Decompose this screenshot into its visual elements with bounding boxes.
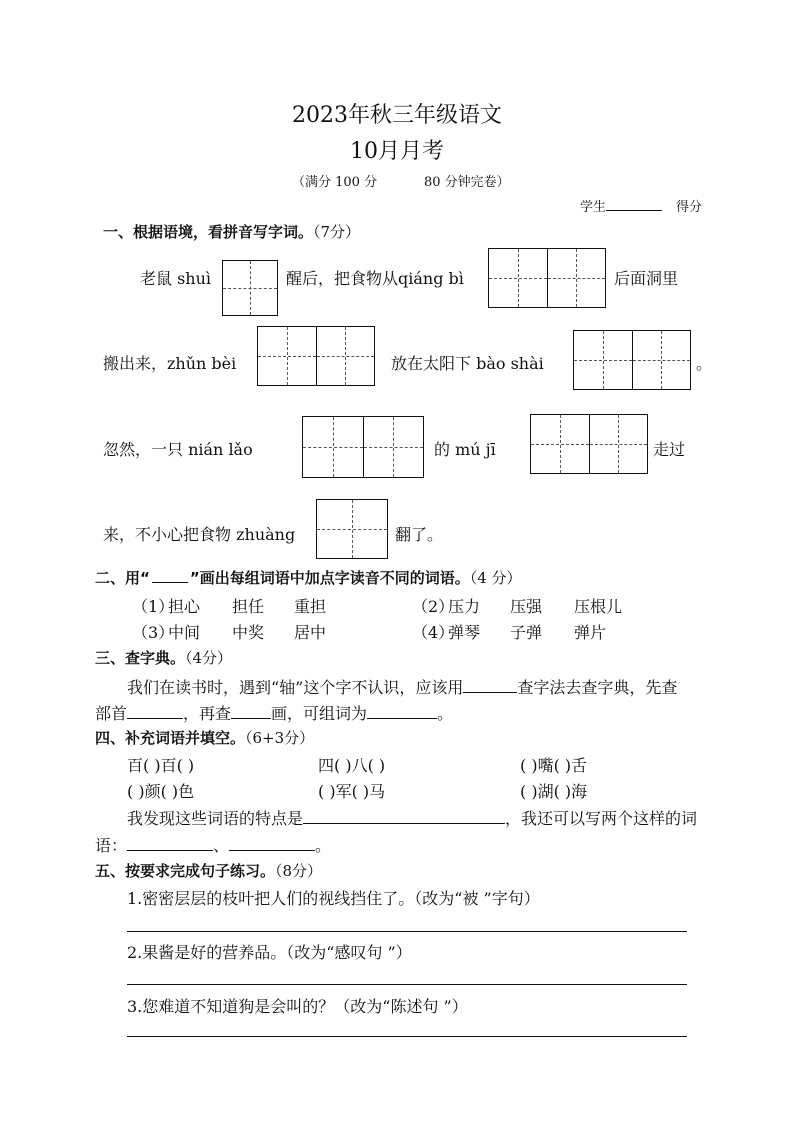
sentence-q2: 2.果酱是好的营养品。（改为“感叹句 ”） [127,943,412,962]
s3-text-2: 查字法去查字典，先查 [517,678,678,697]
group-1-word-1[interactable]: 担心 [168,597,201,616]
group-2-word-3[interactable]: 压根儿 [574,597,623,616]
s3-text-3: 部首 [95,704,128,723]
idiom-2[interactable]: 四( )八( ) [318,756,386,775]
group-1-word-3[interactable]: 重担 [294,597,327,616]
section5-points: （8分） [275,862,323,880]
group-4-word-1[interactable]: 弹琴 [448,623,481,642]
s4-text-2: ，我还可以写两个这样的词 [505,809,698,828]
s1-text-7: 忽然，一只 nián lǎo [103,440,253,459]
s4-text-3: 语： [95,836,128,855]
sentence-q3: 3.您难道不知道狗是会叫的？（改为“陈述句 ”） [127,997,468,1016]
section2-heading [95,567,522,588]
lookup-method-blank[interactable] [463,678,517,693]
stroke-count-blank[interactable] [231,704,271,719]
group-1-num: （1） [132,597,175,616]
page-title-line2: 10月月考 [350,139,444,164]
student-name-blank[interactable] [606,196,662,211]
section3-heading [95,647,232,668]
answer-line-1[interactable] [127,931,687,932]
idiom-3[interactable]: ( )嘴( )舌 [520,756,588,775]
section3-line2 [95,701,453,724]
group-4-word-2[interactable]: 子弹 [510,623,543,642]
s3-text-4: ，再查 [183,704,232,723]
score-label: 得分 [676,200,703,215]
student-field[interactable] [580,196,662,215]
group-3-word-2[interactable]: 中奖 [232,623,265,642]
answer-grid-nianlao[interactable] [302,416,424,478]
section4-line4 [95,833,331,856]
sentence-q1: 1.密密层层的枝叶把人们的视线挡住了。（改为“被 ”字句） [127,889,540,908]
example-word-2-blank[interactable] [229,836,315,851]
group-3-num: （3） [132,623,175,642]
page-title-line1: 2023年秋三年级语文 [292,103,502,128]
answer-grid-baoshai[interactable] [573,330,691,390]
idiom-6[interactable]: ( )湖( )海 [520,782,588,801]
section5-heading-text: 五、按要求完成句子练习。 [95,862,276,880]
section1-points: （7分） [313,223,361,241]
example-word-1-blank[interactable] [127,836,213,851]
answer-grid-zhunbei[interactable] [257,326,375,386]
answer-line-2[interactable] [127,984,687,985]
group-3-word-1[interactable]: 中间 [168,623,201,642]
s1-text-3: 后面洞里 [614,269,679,288]
group-4-word-3[interactable]: 弹片 [574,623,607,642]
section1-heading-text: 一、根据语境，看拼音写字词。 [103,223,314,241]
section2-heading-b: ”画出每组词语中加点字读音不同的词语。 [189,569,470,587]
word-blank[interactable] [367,704,437,719]
answer-grid-qiangbi[interactable] [488,248,606,308]
s1-text-1: 老鼠 shuì [140,269,212,288]
s1-text-8: 的 mú jī [434,440,496,459]
group-2-num: （2） [412,597,455,616]
s3-text-1: 我们在读书时，遇到“轴”这个字不认识，应该用 [127,678,464,697]
s1-text-6: 。 [696,354,713,373]
section3-heading-text: 三、查字典。 [95,649,186,667]
group-4-num: （4） [412,623,455,642]
section4-points: （6+3分） [245,729,315,747]
section2-points: （4 分） [469,569,522,587]
s1-text-4: 搬出来，zhǔn bèi [103,354,237,373]
section4-heading [95,727,314,748]
section4-line3 [127,806,697,829]
answer-line-3[interactable] [127,1036,687,1037]
feature-blank[interactable] [303,809,505,824]
section1-heading [103,221,360,242]
s1-text-11: 翻了。 [395,525,444,544]
section4-heading-text: 四、补充词语并填空。 [95,729,246,747]
group-2-word-2[interactable]: 压强 [510,597,543,616]
s4-text-5: 。 [315,836,332,855]
group-1-word-2[interactable]: 担任 [232,597,265,616]
idiom-4[interactable]: ( )颜( )色 [127,782,195,801]
section5-heading [95,860,322,881]
s1-text-2: 醒后，把食物从qiáng bì [286,269,464,288]
s3-text-5: 画，可组词为 [271,704,368,723]
section3-points: （4分） [185,649,233,667]
s4-text-1: 我发现这些词语的特点是 [127,809,304,828]
section3-line1 [127,675,677,698]
idiom-1[interactable]: 百( )百( ) [127,756,195,775]
group-3-word-3[interactable]: 居中 [294,623,327,642]
s3-text-6: 。 [437,704,454,723]
s4-text-4: 、 [213,836,230,855]
answer-grid-shui[interactable] [222,260,278,316]
answer-grid-zhuang[interactable] [316,499,388,559]
time-info: 80 分钟完卷） [424,175,510,190]
idiom-5[interactable]: ( )军( )马 [318,782,386,801]
student-label: 学生 [580,200,607,215]
s1-text-10: 来，不小心把食物 zhuàng [103,525,296,544]
section2-heading-a: 二、用“ [95,569,150,587]
s1-text-5: 放在太阳下 bào shài [391,354,544,373]
full-score-info: （满分 100 分 [292,175,378,190]
answer-grid-muji[interactable] [530,414,648,474]
s1-text-9: 走过 [653,440,686,459]
underline-sample [152,568,188,583]
radical-blank[interactable] [127,704,183,719]
group-2-word-1[interactable]: 压力 [448,597,481,616]
